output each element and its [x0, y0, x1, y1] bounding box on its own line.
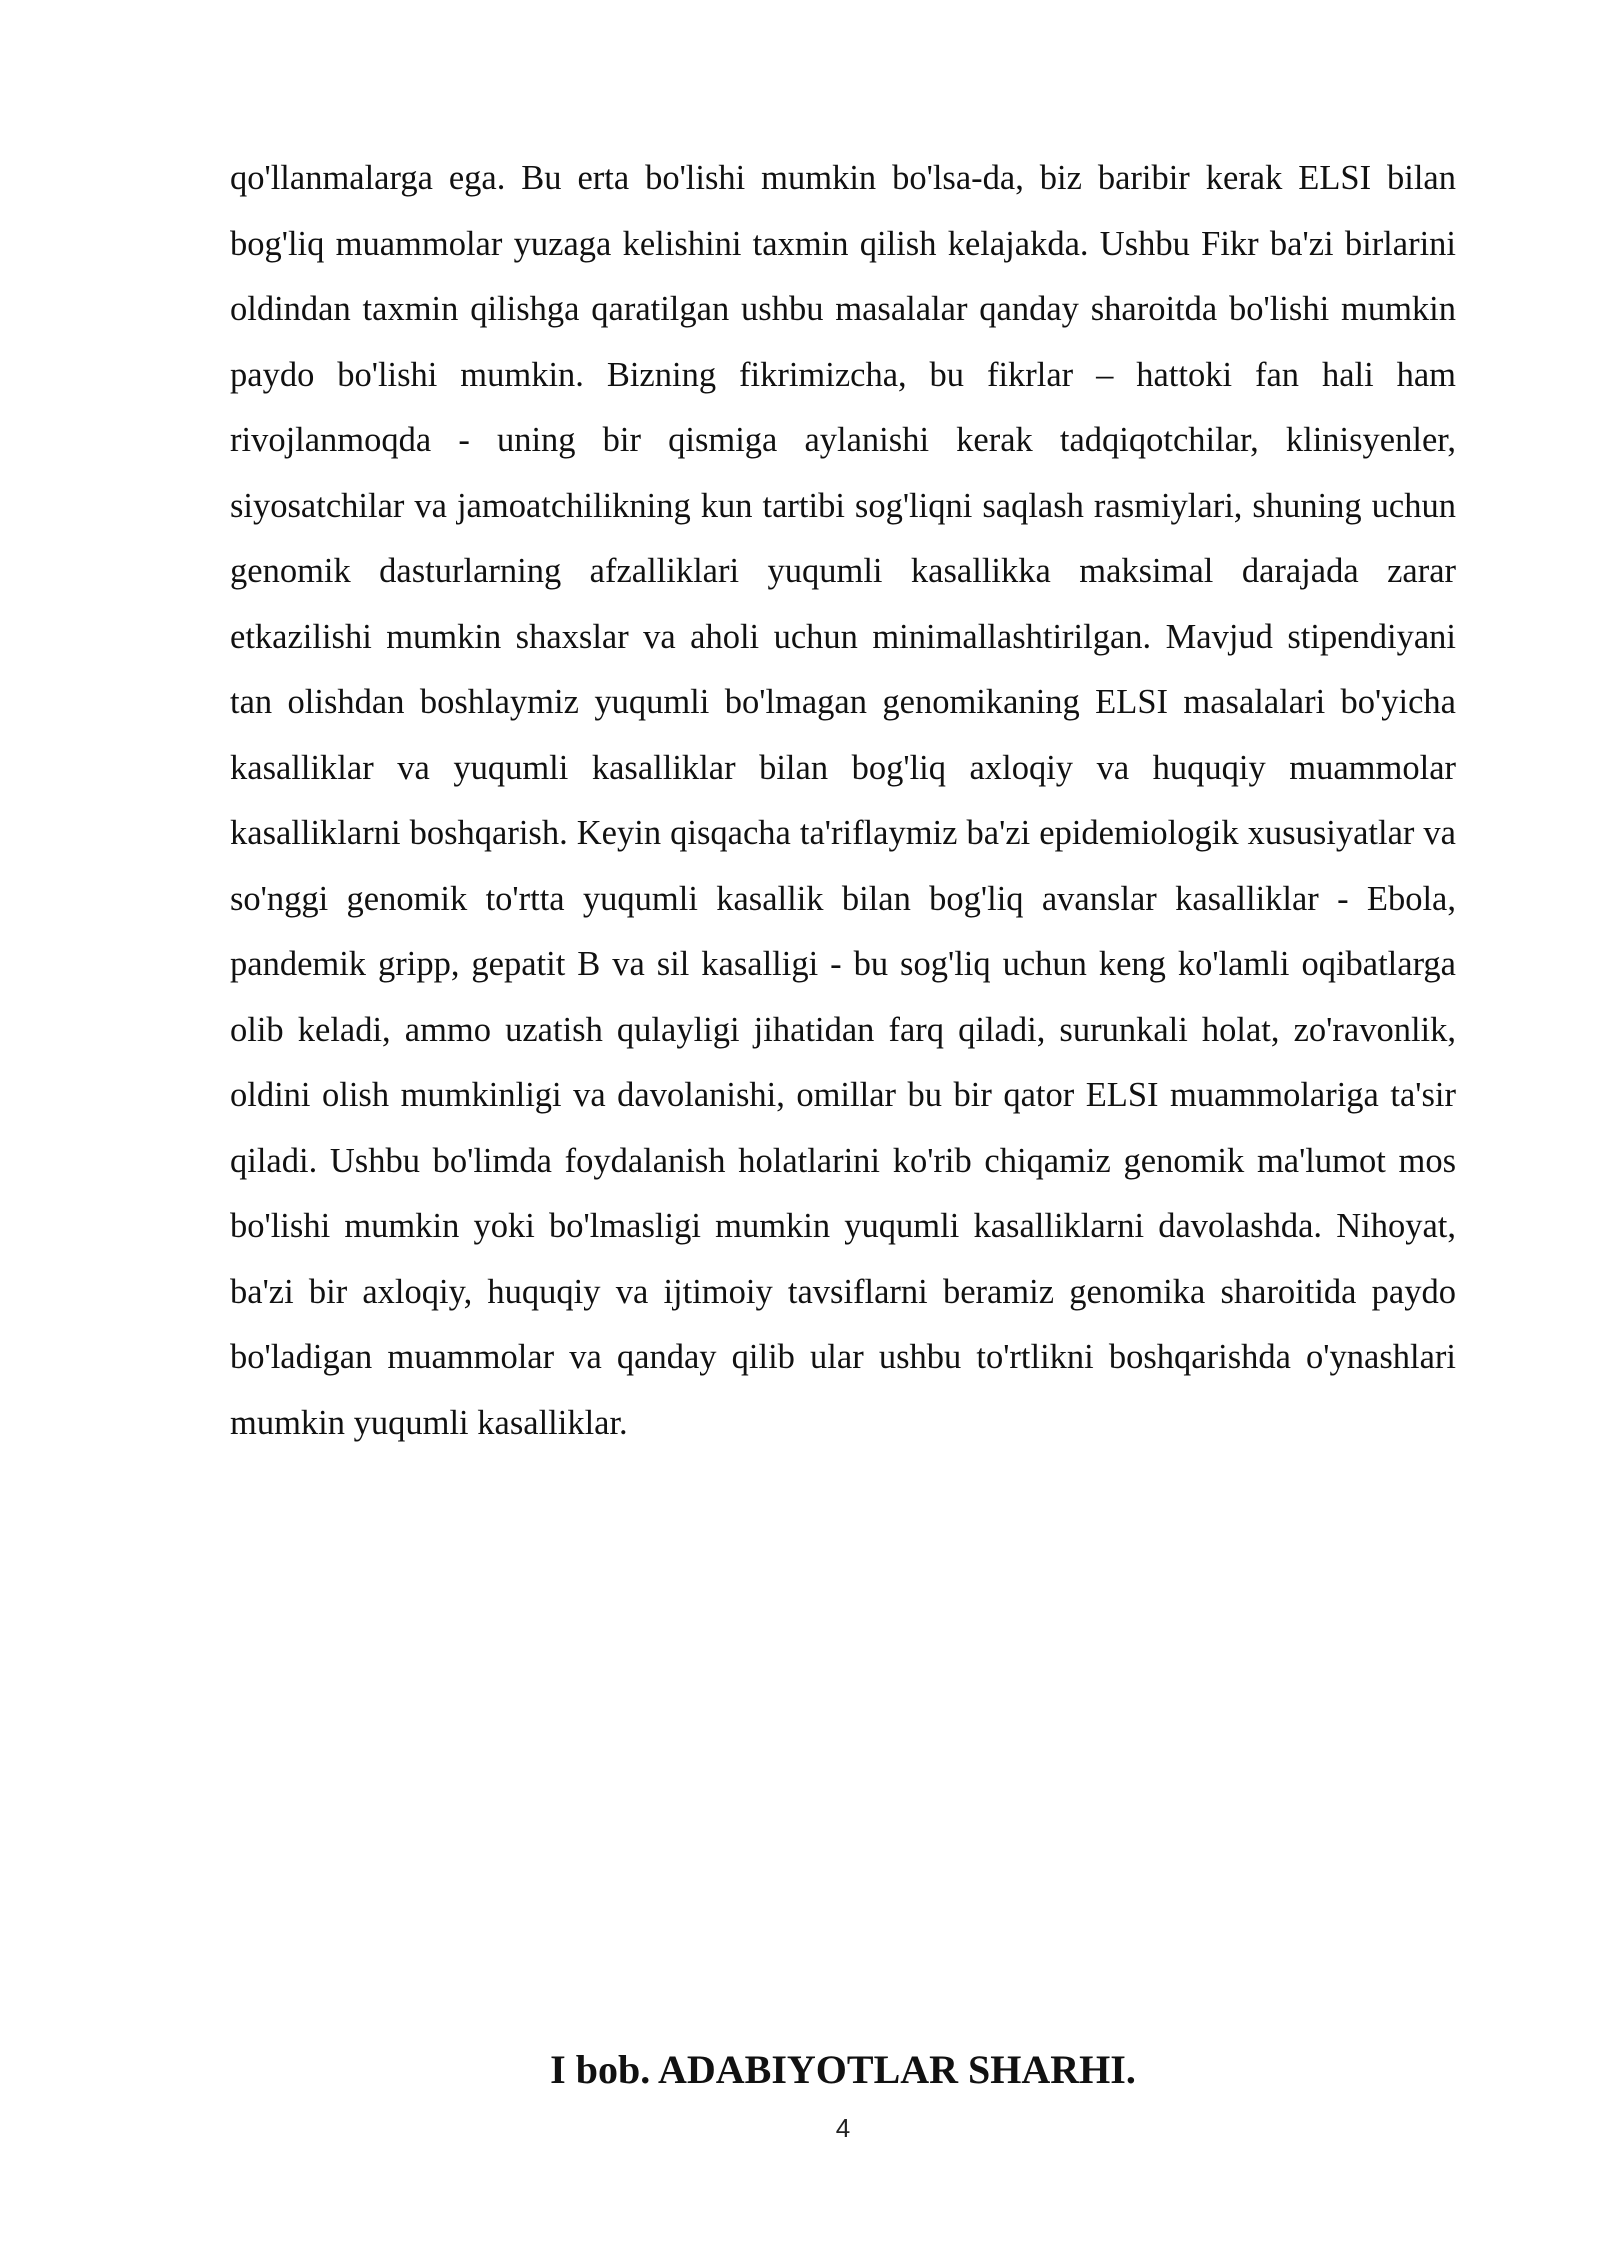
- chapter-heading: I bob. ADABIYOTLAR SHARHI.: [550, 2047, 1136, 2092]
- body-paragraph: qo'llanmalarga ega. Bu erta bo'lishi mumkin bo'lsa-da, biz baribir kerak ELSI bilan bog'liq muammolar yuzaga kelishini taxmin qilish kelajakda. Ushbu Fikr ba'zi birlarini oldindan taxmin qilishga qaratilgan ushbu masalalar qanday sharoitda bo'lishi mumkin paydo bo'lishi mumkin. Bizning fikrimizcha, bu fikrlar – hattoki fan hali ham rivojlanmoqda - uning bir qismiga aylanishi kerak tadqiqotchilar, klinisyenler, siyosatchilar va jamoatchilikning kun tartibi sog'liqni saqlash rasmiylari, shuning uchun genomik dasturlarning afzalliklari yuqumli kasallikka maksimal darajada zarar etkazilishi mumkin shaxslar va aholi uchun minimallashtirilgan. Mavjud stipendiyani tan olishdan boshlaymiz yuqumli bo'lmagan genomikaning ELSI masalalari bo'yicha kasalliklar va yuqumli kasalliklar bilan bog'liq axloqiy va huquqiy muammolar kasalliklarni boshqarish. Keyin qisqacha ta'riflaymiz ba'zi epidemiologik xususiyatlar va so'nggi genomik to'rtta yuqumli kasallik bilan bog'liq avanslar kasalliklar - Ebola, pandemik gripp, gepatit B va sil kasalligi - bu sog'liq uchun keng ko'lamli oqibatlarga olib keladi, ammo uzatish qulayligi jihatidan farq qiladi, surunkali holat, zo'ravonlik, oldini olish mumkinligi va davolanishi, omillar bu bir qator ELSI muammolariga ta'sir qiladi. Ushbu bo'limda foydalanish holatlarini ko'rib chiqamiz genomik ma'lumot mos bo'lishi mumkin yoki bo'lmasligi mumkin yuqumli kasalliklarni davolashda. Nihoyat, ba'zi bir axloqiy, huquqiy va ijtimoiy tavsiflarni beramiz genomika sharoitida paydo bo'ladigan muammolar va qanday qilib ular ushbu to'rtlikni boshqarishda o'ynashlari mumkin yuqumli kasalliklar.: [230, 159, 1456, 1442]
- page-number: 4: [835, 2113, 851, 2143]
